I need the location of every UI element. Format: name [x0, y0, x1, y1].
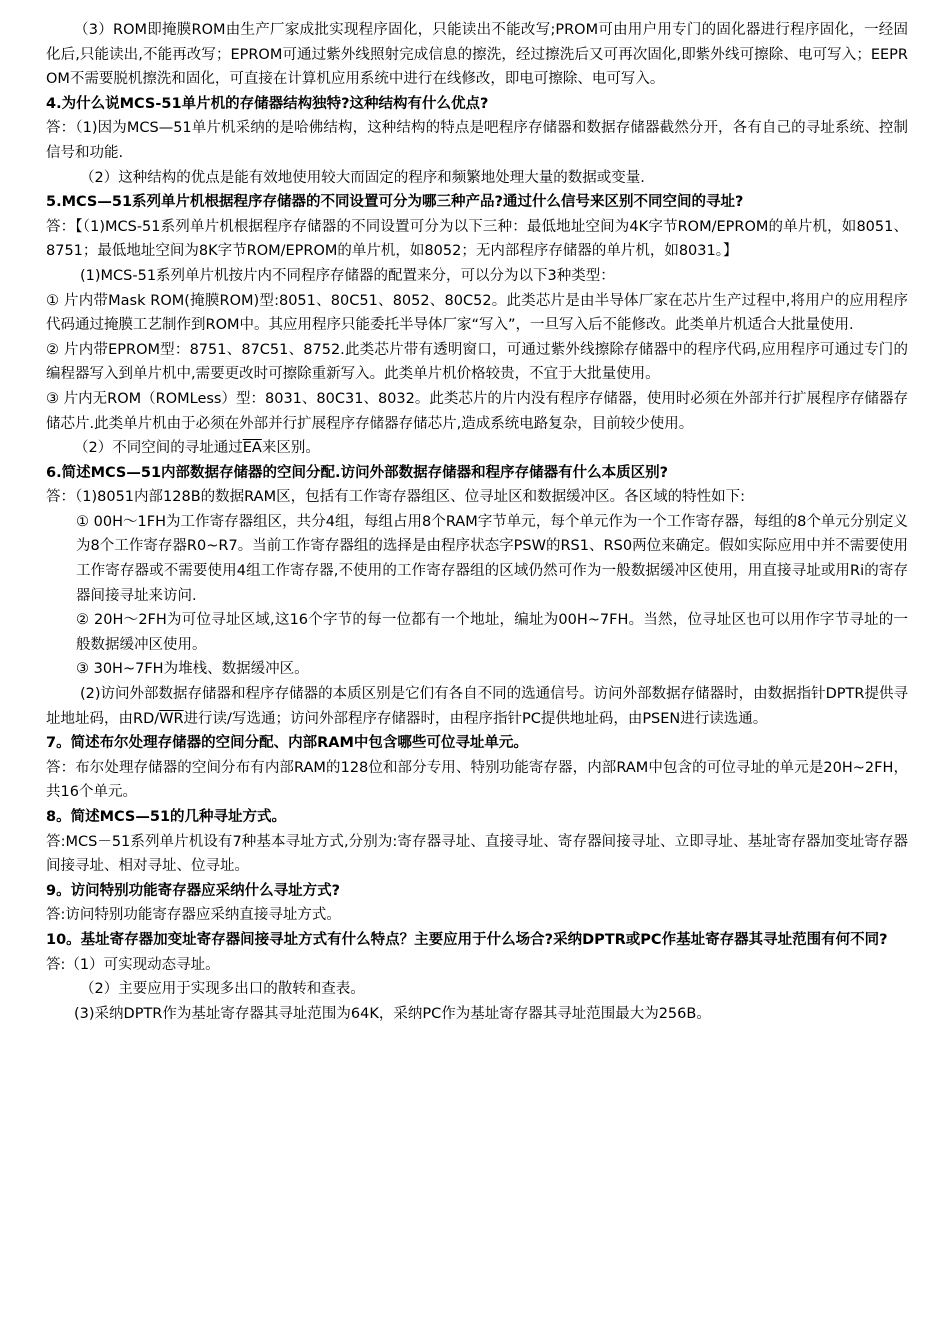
question-10: 10。基址寄存器加变址寄存器间接寻址方式有什么特点？主要应用于什么场合?采纳DPTR或PC作基址寄存器其寻址范围有何不同? [46, 931, 888, 948]
answer-10-part-1: 答:（1）可实现动态寻址。 [46, 956, 220, 973]
answer-5-part-3-tail: 来区别。 [261, 440, 320, 457]
answer-6-item-1: ① 00H～1FH为工作寄存器组区，共分4组，每组占用8个RAM字节单元，每个单元作为一个工作寄存器，每组的8个单元分别定义为8个工作寄存器R0~R7。当前工作寄存器组的选择是由程序状态字PSW的RS1、RS0两位来确定。假如实际应用中并不需要使用工作寄存器或不需要使用4组工作寄存器,不使用的工作寄存器组的区域仍然可作为一般数据缓冲区使用，用直接寻址或用Ri的寄存器间接寻址来访问. [76, 513, 908, 604]
slash: / [154, 710, 160, 727]
document-page [46, 18, 908, 1026]
question-5: 5.MCS—51系列单片机根据程序存储器的不同设置可分为哪三种产品?通过什么信号来区别不同空间的寻址? [46, 194, 744, 211]
question-9: 9。访问特别功能寄存器应采纳什么寻址方式? [46, 882, 340, 899]
answer-5-item-2: ② 片内带EPROM型：8751、87C51、8752.此类芯片带有透明窗口，可通过紫外线擦除存储器中的程序代码,应用程序可通过专门的编程器写入到单片机中,需要更改时可擦除重新写入。此类单片机价格较贵，不宜于大批量使用。 [46, 341, 908, 383]
answer-6-part-2 [46, 682, 908, 731]
answer-5-part-2: (1)MCS-51系列单片机按片内不同程序存储器的配置来分，可以分为以下3种类型： [80, 267, 615, 284]
answer-6-item-3: ③ 30H~7FH为堆栈、数据缓冲区。 [76, 661, 309, 678]
answer-6-part-2-tail: 进行读/写选通；访问外部程序存储器时，由程序指针PC提供地址码，由PSEN进行读选通。 [183, 710, 768, 727]
wr-signal: $\overline{WR}$ [159, 710, 184, 727]
ea-signal: $\overline{EA}$ [242, 440, 262, 457]
question-6: 6.简述MCS—51内部数据存储器的空间分配.访问外部数据存储器和程序存储器有什么本质区别? [46, 464, 668, 481]
answer-5-item-1: ① 片内带Mask ROM(掩膜ROM)型:8051、80C51、8052、80C52。此类芯片是由半导体厂家在芯片生产过程中,将用户的应用程序代码通过掩膜工艺制作到ROM中。其应用程序只能委托半导体厂家“写入”，一旦写入后不能修改。此类单片机适合大批量使用. [46, 292, 908, 334]
answer-5-part-3 [46, 436, 908, 461]
answer-7: 答：布尔处理存储器的空间分布有内部RAM的128位和部分专用、特别功能寄存器，内部RAM中包含的可位寻址的单元是20H~2FH，共16个单元。 [46, 759, 908, 801]
answer-8: 答:MCS－51系列单片机设有7种基本寻址方式,分别为:寄存器寻址、直接寻址、寄存器间接寻址、立即寻址、基址寄存器加变址寄存器间接寻址、相对寻址、位寻址。 [46, 833, 908, 875]
answer-10-part-2: （2）主要应用于实现多出口的散转和查表。 [80, 981, 365, 998]
answer-5-part-3-text: （2）不同空间的寻址通过 [74, 440, 243, 457]
rd-signal: RD [133, 710, 155, 727]
question-7: 7。简述布尔处理存储器的空间分配、内部RAM中包含哪些可位寻址单元。 [46, 735, 528, 752]
question-4: 4.为什么说MCS-51单片机的存储器结构独特?这种结构有什么优点? [46, 95, 489, 112]
answer-4-part-1: 答：（1)因为MCS—51单片机采纳的是哈佛结构，这种结构的特点是吧程序存储器和数据存储器截然分开，各有自己的寻址系统、控制信号和功能. [46, 120, 908, 161]
answer-4-part-2: （2）这种结构的优点是能有效地使用较大而固定的程序和频繁地处理大量的数据或变量. [80, 169, 645, 186]
answer-5-item-3: ③ 片内无ROM（ROMLess）型：8031、80C31、8032。此类芯片的片内没有程序存储器，使用时必须在外部并行扩展程序存储器存储芯片.此类单片机由于必须在外部并行扩展程序存储器存储芯片,造成系统电路复杂，目前较少使用。 [46, 390, 908, 432]
answer-6-item-2: ② 20H～2FH为可位寻址区域,这16个字节的每一位都有一个地址，编址为00H~7FH。当然，位寻址区也可以用作字节寻址的一般数据缓冲区使用。 [76, 612, 908, 653]
answer-5-part-1: 答：【（1)MCS-51系列单片机根据程序存储器的不同设置可分为以下三种：最低地址空间为4K字节ROM/EPROM的单片机，如8051、8751；最低地址空间为8K字节ROM/EPROM的单片机，如8052；无内部程序存储器的单片机，如8031。】 [46, 218, 908, 260]
answer-10-part-3: (3)采纳DPTR作为基址寄存器其寻址范围为64K，采纳PC作为基址寄存器其寻址范围最大为256B。 [74, 1005, 711, 1022]
answer-9: 答:访问特别功能寄存器应采纳直接寻址方式。 [46, 907, 341, 924]
answer-6-part-2-text: (2)访问外部数据存储器和程序存储器的本质区别是它们有各自不同的选通信号。访问外部数据存储器时，由数据指针DPTR提供寻址地址码，由 [46, 686, 908, 727]
answer-6-part-1: 答：（1)8051内部128B的数据RAM区，包括有工作寄存器组区、位寻址区和数据缓冲区。各区域的特性如下: [46, 489, 745, 506]
paragraph-rom-types: （3）ROM即掩膜ROM由生产厂家成批实现程序固化，只能读出不能改写;PROM可由用户用专门的固化器进行程序固化，一经固化后,只能读出,不能再改写；EPROM可通过紫外线照射完成信息的擦洗，经过擦洗后又可再次固化,即紫外线可擦除、电可写入；EEPROM不需要脱机擦洗和固化，可直接在计算机应用系统中进行在线修改，即电可擦除、电可写入。 [46, 22, 908, 88]
question-8: 8。简述MCS—51的几种寻址方式。 [46, 809, 287, 825]
